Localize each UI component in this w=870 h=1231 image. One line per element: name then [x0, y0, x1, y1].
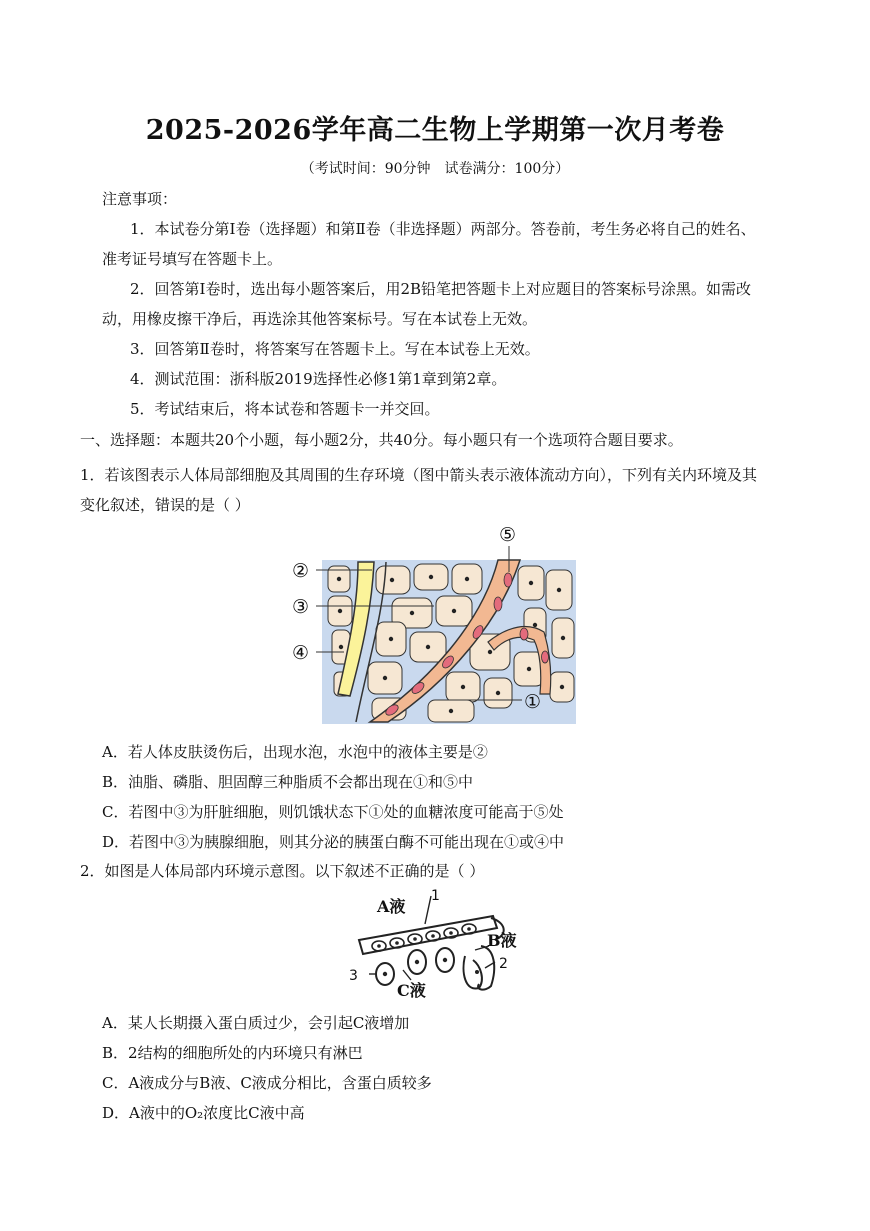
q2-option-b: B．2结构的细胞所处的内环境只有淋巴 [102, 1044, 363, 1062]
q2-option-d: D．A液中的O₂浓度比C液中高 [102, 1104, 305, 1122]
label-5: ⑤ [499, 524, 517, 546]
tissue-diagram [288, 522, 588, 728]
notice-5: 5．考试结束后，将本试卷和答题卡一并交回。 [130, 400, 440, 418]
notice-2-cont: 动，用橡皮擦干净后，再选涂其他答案标号。写在本试卷上无效。 [102, 310, 538, 328]
q1-stem: 1．若该图表示人体局部细胞及其周围的生存环境（图中箭头表示液体流动方向），下列有关内环境及其 [80, 466, 758, 484]
q1-option-d: D．若图中③为胰腺细胞，则其分泌的胰蛋白酶不可能出现在①或④中 [102, 833, 565, 851]
label-1: ① [524, 691, 542, 713]
label-b-fluid: B液 [487, 931, 517, 950]
notice-heading: 注意事项： [102, 190, 178, 208]
q1-stem-cont: 变化叙述，错误的是（ ） [80, 496, 250, 514]
q1-option-c: C．若图中③为肝脏细胞，则饥饿状态下①处的血糖浓度可能高于⑤处 [102, 803, 564, 821]
label-1: 1 [431, 888, 440, 904]
label-c-fluid: C液 [397, 981, 426, 1000]
notice-2: 2．回答第Ⅰ卷时，选出每小题答案后，用2B铅笔把答题卡上对应题目的答案标号涂黑。如需改 [130, 280, 752, 298]
section-heading: 一、选择题：本题共20个小题，每小题2分，共40分。每小题只有一个选项符合题目要求。 [80, 431, 683, 449]
q2-option-c: C．A液成分与B液、C液成分相比，含蛋白质较多 [102, 1074, 432, 1092]
notice-3: 3．回答第Ⅱ卷时，将答案写在答题卡上。写在本试卷上无效。 [130, 340, 540, 358]
notice-1-cont: 准考证号填写在答题卡上。 [102, 250, 283, 268]
label-4: ④ [292, 642, 310, 664]
q2-option-a: A．某人长期摄入蛋白质过少，会引起C液增加 [102, 1014, 410, 1032]
notice-4: 4．测试范围：浙科版2019选择性必修1第1章到第2章。 [130, 370, 507, 388]
page-title: 2025-2026学年高二生物上学期第一次月考卷 [145, 115, 725, 146]
label-3: ③ [292, 596, 310, 618]
internal-environment-diagram [345, 888, 535, 1004]
q2-stem: 2．如图是人体局部内环境示意图。以下叙述不正确的是（ ） [80, 862, 485, 880]
label-2: ② [292, 560, 310, 582]
q1-option-a: A．若人体皮肤烫伤后，出现水泡，水泡中的液体主要是② [102, 743, 488, 761]
label-3: 3 [349, 968, 358, 984]
label-2: 2 [499, 956, 508, 972]
exam-info: （考试时间：90分钟 试卷满分：100分） [300, 161, 570, 177]
q1-option-b: B．油脂、磷脂、胆固醇三种脂质不会都出现在①和⑤中 [102, 773, 474, 791]
notice-1: 1．本试卷分第Ⅰ卷（选择题）和第Ⅱ卷（非选择题）两部分。答卷前，考生务必将自己的姓名、 [130, 220, 756, 238]
label-a-fluid: A液 [377, 897, 406, 916]
